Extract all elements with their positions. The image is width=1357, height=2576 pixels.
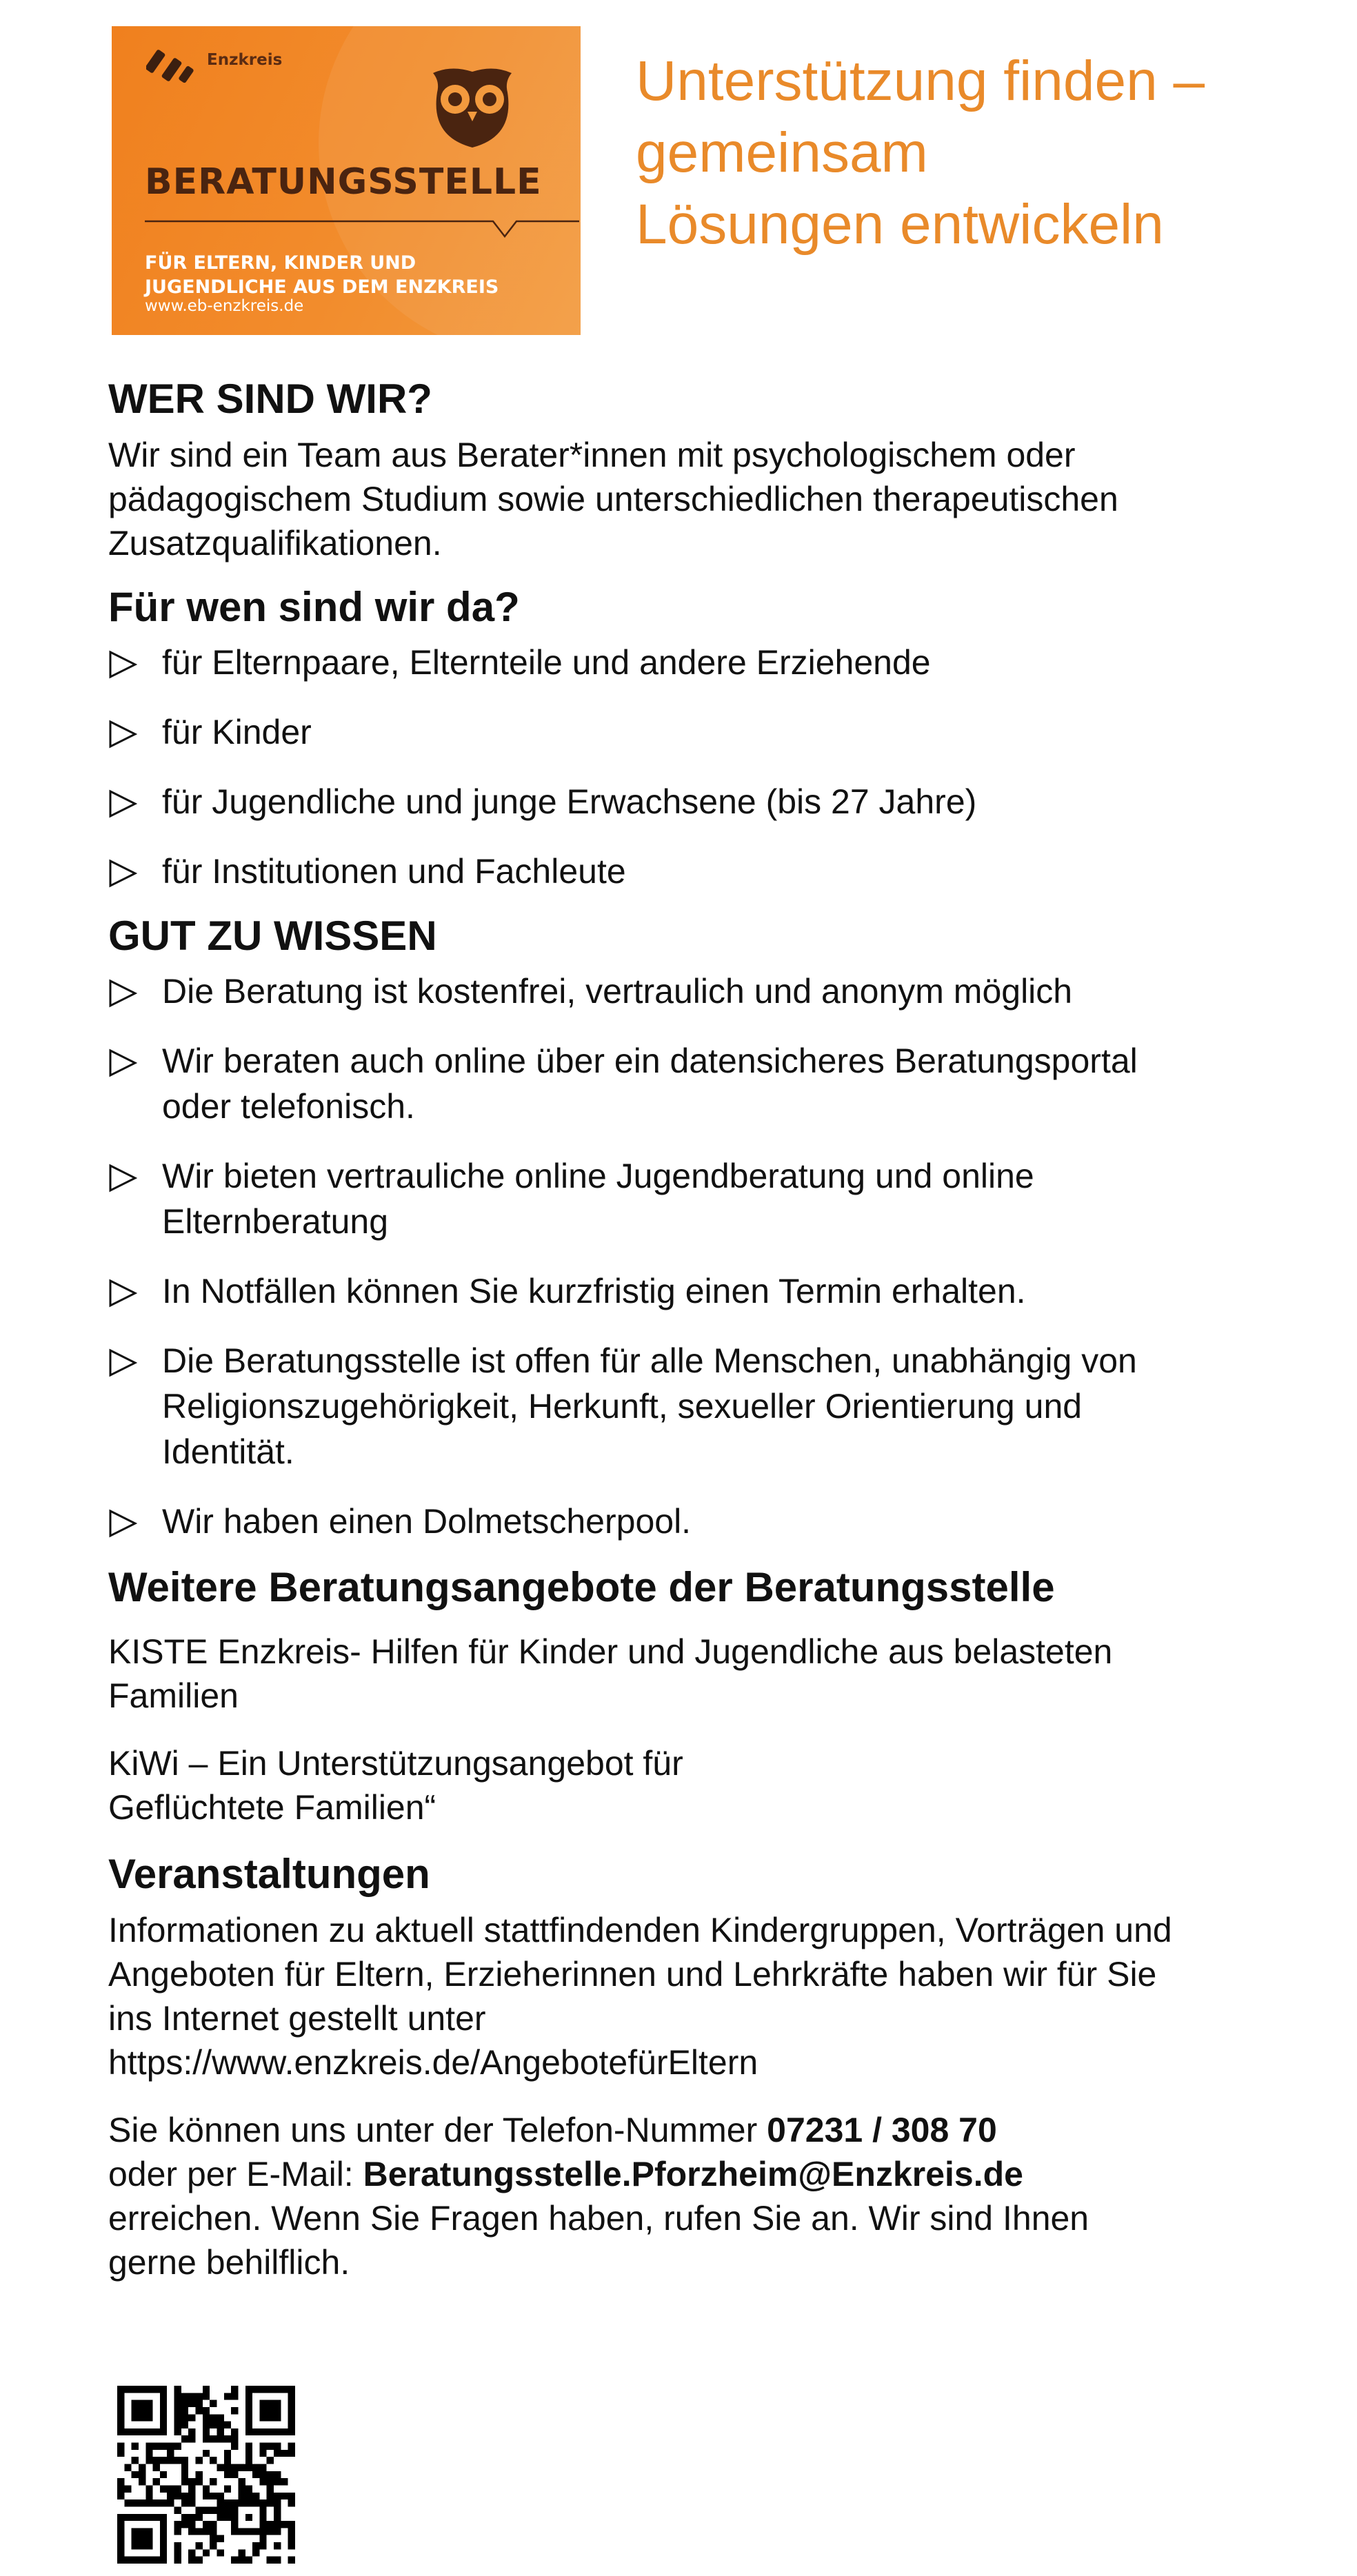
list-item-text: Elternberatung — [162, 1202, 389, 1241]
text-line: Familien — [108, 1676, 239, 1715]
qr-code-icon[interactable] — [117, 2386, 295, 2564]
text-line: pädagogischem Studium sowie unterschiedlichen therapeutischen — [108, 480, 1118, 518]
veranstaltungen-text — [108, 1908, 1315, 2085]
list-item-text: Wir haben einen Dolmetscherpool. — [162, 1502, 692, 1541]
list-item — [108, 640, 1315, 685]
list-item-text: für Institutionen und Fachleute — [162, 852, 626, 891]
list-item — [108, 709, 1315, 755]
section-heading-fuer-wen: Für wen sind wir da? — [108, 584, 520, 630]
section-heading-wer-sind-wir: WER SIND WIR? — [108, 376, 432, 422]
veranstaltungen-url[interactable]: https://www.enzkreis.de/AngebotefürEltern — [108, 2043, 758, 2082]
list-item — [108, 1499, 1315, 1544]
list-item-text: Die Beratung ist kostenfrei, vertraulich und anonym möglich — [162, 972, 1073, 1011]
phone-number[interactable]: 07231 / 308 70 — [767, 2111, 997, 2149]
triangle-bullet-icon — [108, 979, 137, 1008]
list-item — [108, 1268, 1315, 1314]
text-line: Angeboten für Eltern, Erzieherinnen und Lehrkräfte haben wir für Sie — [108, 1955, 1157, 1994]
headline-line: gemeinsam — [636, 121, 928, 184]
text-line: erreichen. Wenn Sie Fragen haben, rufen Sie an. Wir sind Ihnen — [108, 2199, 1089, 2238]
list-item-text: für Jugendliche und junge Erwachsene (bis 27 Jahre) — [162, 782, 977, 821]
list-item-text: Religionszugehörigkeit, Herkunft, sexueller Orientierung und — [162, 1387, 1083, 1426]
banner-subtitle — [145, 251, 499, 299]
kiwi-text — [108, 1741, 1315, 1829]
headline-line: Unterstützung finden – — [636, 50, 1205, 112]
triangle-bullet-icon — [108, 1348, 137, 1377]
email-address[interactable]: Beratungsstelle.Pforzheim@Enzkreis.de — [363, 2155, 1023, 2193]
list-item — [108, 1038, 1315, 1129]
kontakt-text — [108, 2108, 1315, 2284]
gut-zu-wissen-list — [108, 968, 1315, 1544]
triangle-bullet-icon — [108, 1048, 137, 1077]
banner-url: www.eb-enzkreis.de — [145, 297, 304, 315]
triangle-bullet-icon — [108, 720, 137, 749]
owl-icon — [423, 61, 521, 152]
list-item-text: Wir beraten auch online über ein datensicheres Beratungsportal — [162, 1042, 1138, 1080]
section-heading-weitere: Weitere Beratungsangebote der Beratungsstelle — [108, 1564, 1055, 1610]
kiste-text — [108, 1630, 1315, 1718]
triangle-bullet-icon — [108, 1279, 137, 1308]
text-line: KiWi – Ein Unterstützungsangebot für — [108, 1744, 683, 1783]
text-line: KISTE Enzkreis- Hilfen für Kinder und Jugendliche aus belasteten — [108, 1632, 1113, 1671]
text-line: Informationen zu aktuell stattfindenden Kindergruppen, Vorträgen und — [108, 1911, 1172, 1949]
banner-subtitle-line: FÜR ELTERN, KINDER UND — [145, 252, 416, 274]
text-line: gerne behilflich. — [108, 2243, 350, 2282]
banner-brand: Enzkreis — [207, 51, 283, 69]
triangle-bullet-icon — [108, 650, 137, 679]
section-heading-veranstaltungen: Veranstaltungen — [108, 1851, 430, 1897]
list-item — [108, 1338, 1315, 1474]
banner-subtitle-line: JUGENDLICHE AUS DEM ENZKREIS — [145, 276, 499, 298]
banner-divider — [145, 220, 579, 247]
list-item-text: für Kinder — [162, 713, 312, 751]
text-line: ins Internet gestellt unter — [108, 1999, 486, 2038]
page-headline — [636, 45, 1325, 261]
text-line: Geflüchtete Familien“ — [108, 1788, 436, 1827]
list-item — [108, 779, 1315, 824]
list-item-text: Identität. — [162, 1432, 294, 1471]
headline-line: Lösungen entwickeln — [636, 193, 1164, 256]
wer-sind-wir-text — [108, 433, 1315, 565]
fuer-wen-list — [108, 640, 1315, 894]
list-item — [108, 968, 1315, 1014]
text-line: oder per E-Mail: — [108, 2155, 363, 2193]
list-item — [108, 1153, 1315, 1244]
banner-title: BERATUNGSSTELLE — [145, 161, 542, 203]
text-line: Wir sind ein Team aus Berater*innen mit psychologischem oder — [108, 436, 1076, 474]
text-line: Zusatzqualifikationen. — [108, 524, 442, 562]
list-item — [108, 849, 1315, 894]
list-item-text: In Notfällen können Sie kurzfristig einen Termin erhalten. — [162, 1272, 1026, 1310]
list-item-text: Wir bieten vertrauliche online Jugendberatung und online — [162, 1157, 1034, 1195]
main-content — [108, 372, 1315, 2284]
enzkreis-logo-icon — [146, 43, 201, 98]
banner — [112, 26, 581, 335]
list-item-text: für Elternpaare, Elternteile und andere Erziehende — [162, 643, 931, 682]
triangle-bullet-icon — [108, 1509, 137, 1538]
list-item-text: Die Beratungsstelle ist offen für alle Menschen, unabhängig von — [162, 1341, 1137, 1380]
list-item-text: oder telefonisch. — [162, 1087, 415, 1126]
section-heading-gut-zu-wissen: GUT ZU WISSEN — [108, 913, 437, 959]
triangle-bullet-icon — [108, 789, 137, 818]
text-line: Sie können uns unter der Telefon-Nummer — [108, 2111, 767, 2149]
triangle-bullet-icon — [108, 859, 137, 888]
triangle-bullet-icon — [108, 1164, 137, 1193]
